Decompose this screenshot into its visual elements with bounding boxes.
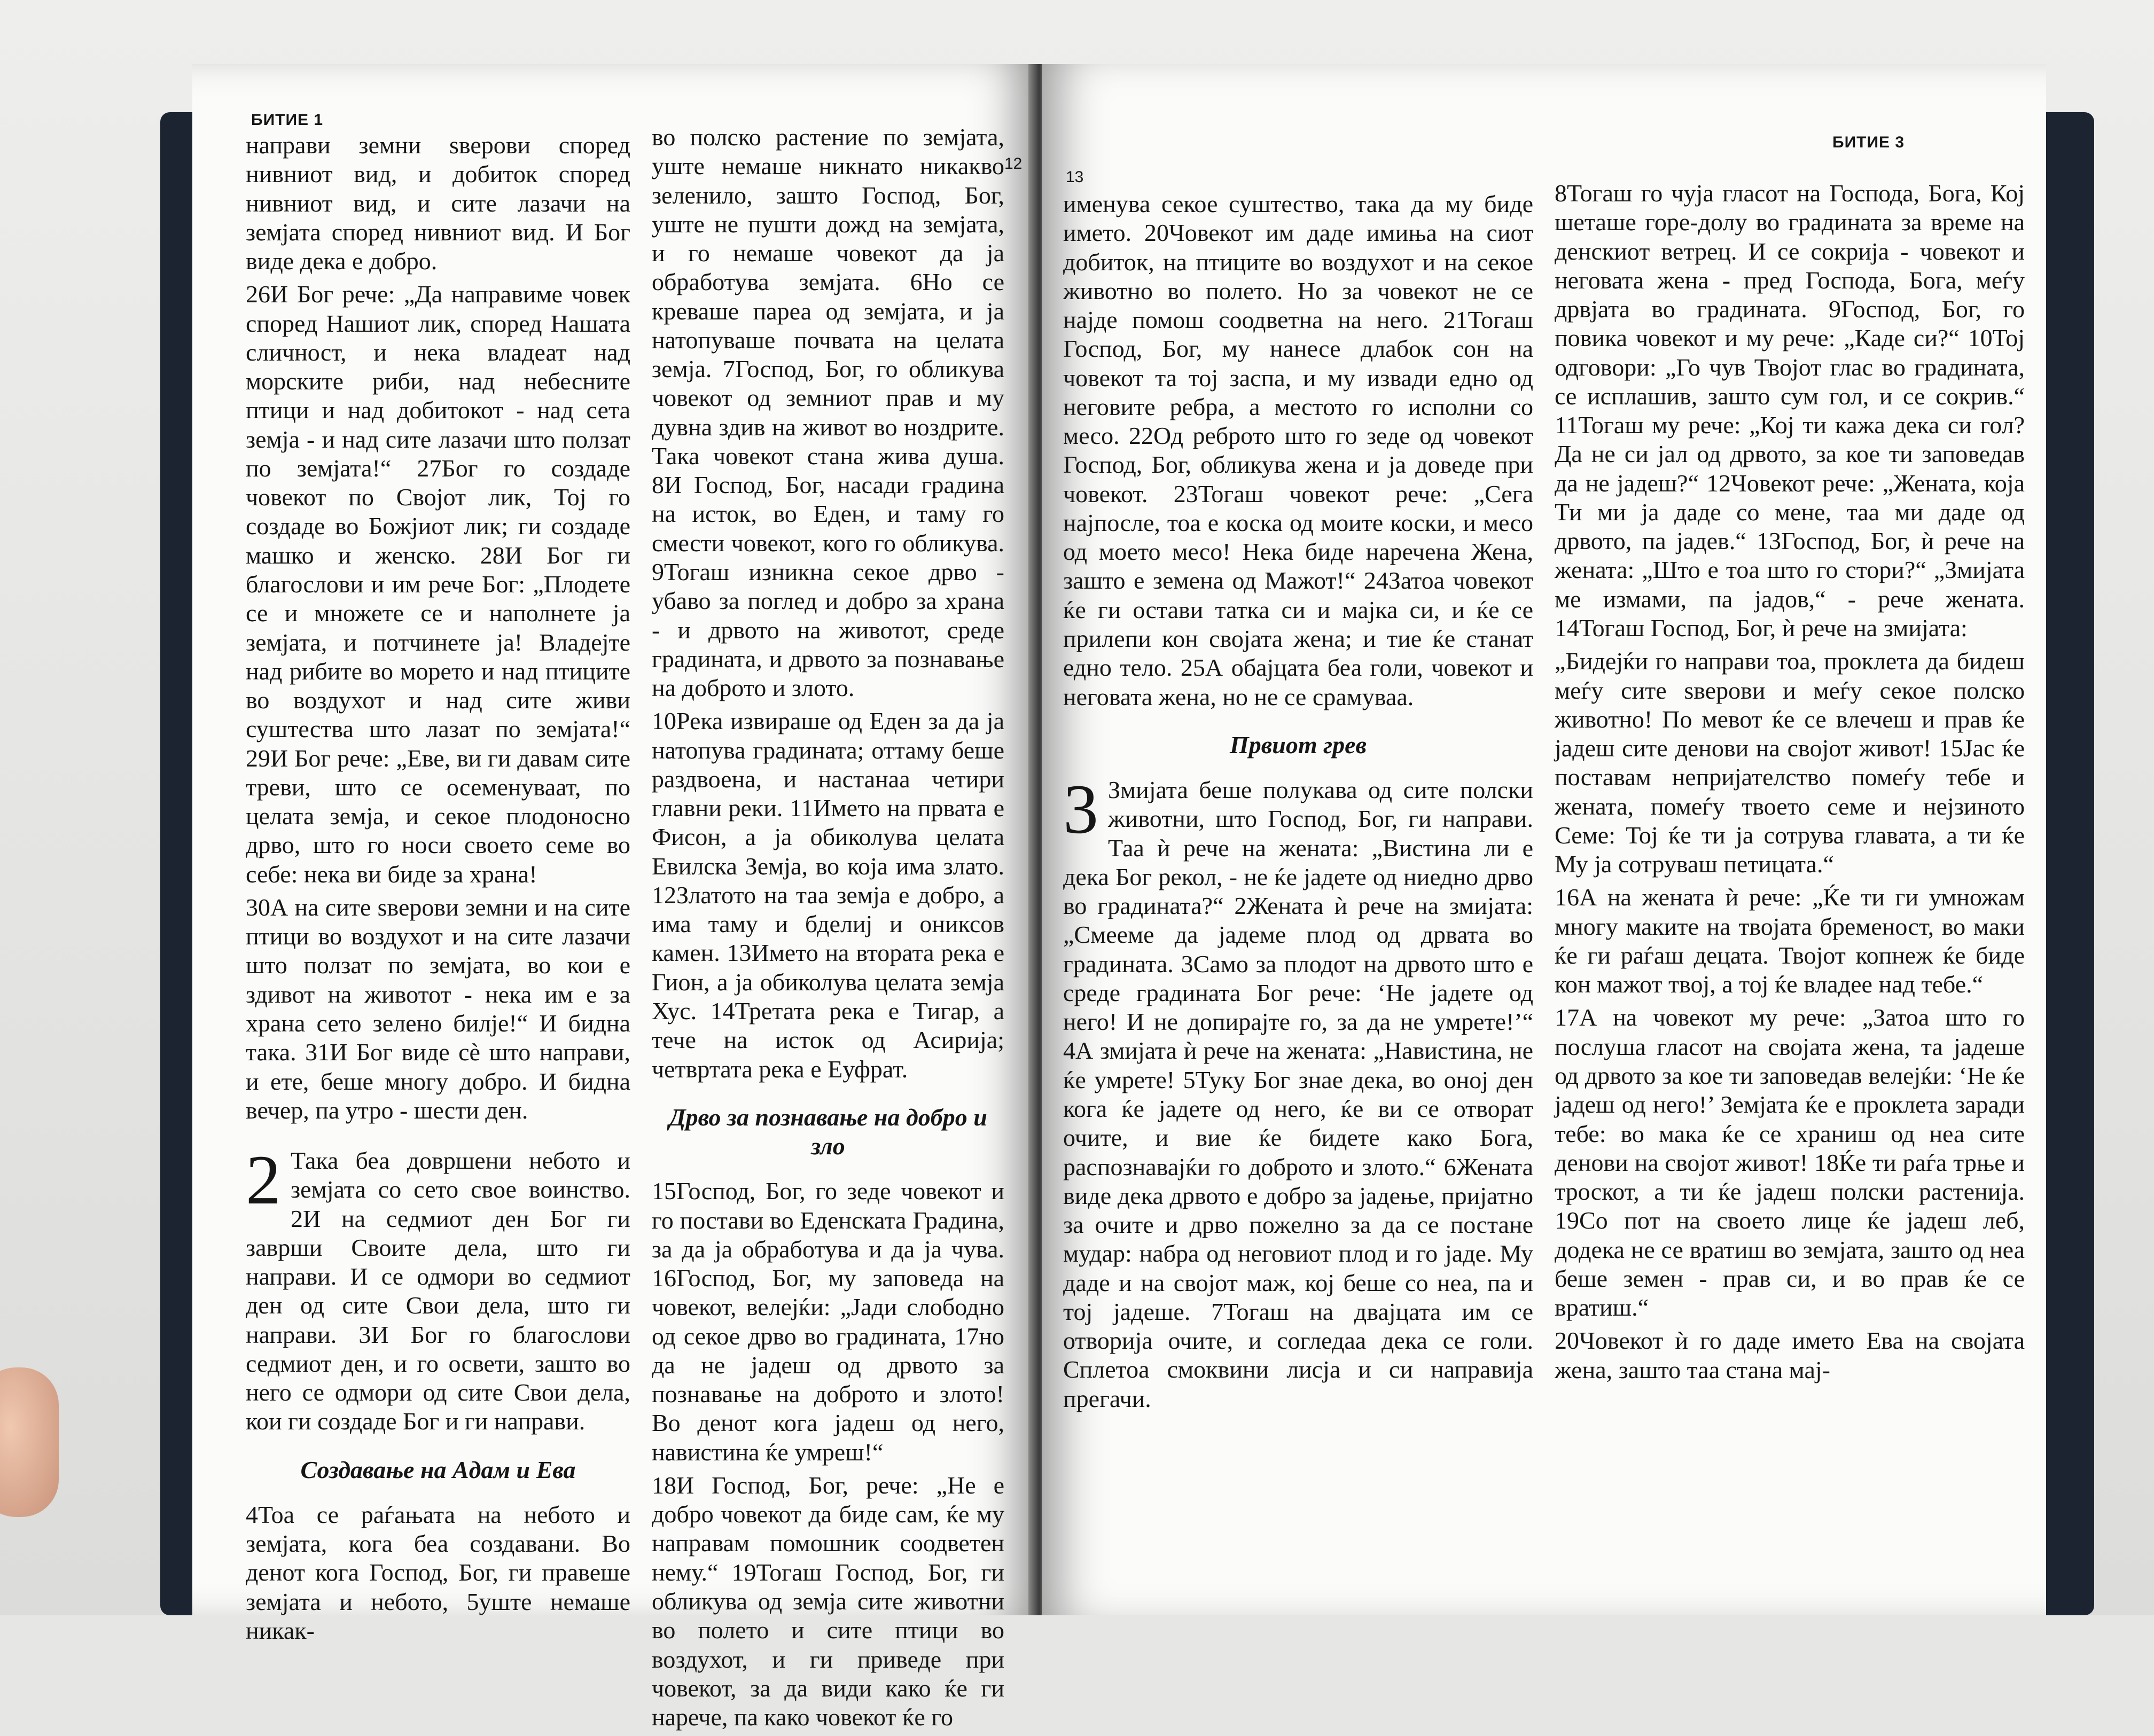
paragraph: 17А на човекот му рече: „Затоа што го послуша гласот на својата жена, та јадеше од дрвото за кое ти заповедав велејќи: ‘Не ќе јадеш од него!’ Земјата ќе е проклета заради тебе: во мака ќе се храниш од неа сите денови на својот живот! 18Ќе ти раѓа трње и троскот, а ти ќе јадеш полски растенија. 19Со пот на своето лице ќе јадеш леб, додека не се вратиш во земјата, зашто од неа беше земен - прав си, и во прав ќе се вратиш.“	[1555, 1004, 2025, 1321]
paragraph: 10Река извираше од Еден за да ја натопува градината; оттаму беше раздвоена, и настанаа четири главни реки. 11Името на првата е Фисон, а ја обиколува целата Евилска Земја, во која има злато. 12Златото на таа земја е добро, а има таму и бделиј и ониксов камен. 13Името на втората река е Гион, а ја обиколува целата земја Хус. 14Третата река е Тигар, а тече на исток од Асирија; четвртата река е Еуфрат.	[652, 707, 1004, 1083]
running-head: БИТИЕ 1	[251, 111, 324, 129]
chapter-number: 3	[1063, 770, 1098, 849]
paragraph: „Бидејќи го направи тоа, проклета да бидеш меѓу сите ѕверови и меѓу секое полско животно! По мевот ќе се влечеш и прав ќе јадеш сите денови на својот живот! 15Јас ќе поставам непријателство помеѓу тебе и жената, помеѓу твоето семе и нејзиното Семе: Тој ќе ти ја сотрува главата, а ти ќе Му ја сотруваш петицата.“	[1555, 647, 2025, 878]
page-number: 13	[1066, 168, 1084, 186]
paragraph: 18И Господ, Бог, рече: „Не е добро човекот да биде сам, ќе му направам помошник соодветен нему.“ 19Тогаш Господ, Бог, ги обликува од земја сите животни во полето и сите птици во воздухот, и ги приведе при човекот, за да види како ќе ги нарече, па како човекот ќе го	[652, 1471, 1004, 1731]
left-page	[192, 64, 1036, 1731]
paragraph: именува секое суштество, така да му биде името. 20Човекот им даде имиња на сиот добиток, на птиците во воздухот и на секое животно во полето. Но за човекот не се најде помош соодветна на него. 21Тогаш Господ, Бог, му нанесе длабок сон на човекот та тој заспа, и му извади едно од неговите ребра, а местото го исполни со месо. 22Од реброто што го зеде од човекот Господ, Бог, обликува жена и ја доведе при човекот. 23Тогаш човекот рече: „Сега најпосле, тоа е коска од моите коски, и месо од моето месо! Нека биде наречена Жена, зашто е земена од Мажот!“ 24Затоа човекот ќе ги остави татка си и мајка си, и ќе се прилепи кон својата жена; и тие ќе станат едно тело. 25А обајцата беа голи, човекот и неговата жена, но не се срамуваа.	[1063, 190, 1533, 710]
paragraph: направи земни ѕверови според нивниот вид, и добиток според нивниот вид, и сите лазачи на земјата според нивниот вид. И Бог виде дека е добро.	[246, 131, 630, 275]
text-column-2	[1555, 179, 2025, 1389]
paragraph-text: Така беа довршени небото и земјата со сето свое воинство. 2И на седмиот ден Бог ги заврши Своите дела, што ги направи. И се одмори во седмиот ден од сите Свои дела, што ги направи. 3И Бог го благослови седмиот ден, и го освети, зашто во него се одмори од сите Свои дела, кои ги создаде Бог и ги направи.	[246, 1147, 630, 1435]
paragraph: 8Тогаш го чуја гласот на Господа, Бога, Кој шеташе горе-долу во градината за време на денскиот ветрец. И се сокрија - човекот и неговата жена - пред Господа, Бога, меѓу дрвјата во градината. 9Господ, Бог, го повика човекот и му рече: „Каде си?“ 10Тој одговори: „Го чув Твојот глас во градината, се исплашив, зашто сум гол, и се сокрив.“ 11Тогаш му рече: „Кој ти кажа дека си гол? Да не си јал од дрвото, за кое ти заповедав да не јадеш?“ 12Човекот рече: „Жената, која Ти ми ја даде со мене, таа ми даде од дрвото, па јадев.“ 13Господ, Бог, ѝ рече на жената: „Што е тоа што го стори?“ „Змијата ме измами, па јадов,“ - рече жената. 14Тогаш Господ, Бог, ѝ рече на змијата:	[1555, 179, 2025, 642]
section-heading: Создавање на Адам и Ева	[300, 1456, 576, 1483]
chapter-number: 2	[246, 1140, 281, 1219]
section-heading: Дрво за познавање на добро и зло	[669, 1103, 987, 1160]
text-column-1	[1063, 190, 1533, 1418]
paragraph: 4Тоа се раѓањата на небото и земјата, кога беа создавани. Во денот кога Господ, Бог, ги правеше земјата и небото, 5уште немаше никак-	[246, 1500, 630, 1645]
paragraph: 16А на жената ѝ рече: „Ќе ти ги умножам многу маките на твојата бременост, во маки ќе ги раѓаш децата. Твојот копнеж ќе биде кон мажот твој, а тој ќе владее над тебе.“	[1555, 883, 2025, 998]
paragraph: 30А на сите ѕверови земни и на сите птици во воздухот и на сите лазачи што ползат по земјата, во кои е здивот на животот - нека им е за храна сето зелено билје!“ И бидна така. 31И Бог виде сè што направи, и ете, беше многу добро. И бидна вечер, па утро - шести ден.	[246, 893, 630, 1124]
paragraph-text: Змијата беше полукава од сите полски животни, што Господ, Бог, ги направи. Таа ѝ рече на жената: „Вистина ли е дека Бог рекол, - не ќе јадете од ниедно дрво во градината?“ 2Жената ѝ рече на змијата: „Смееме да јадеме плод од дрвата во градината. 3Само за плодот на дрвото што е среде градината Бог рече: ‘Не јадете од него! И не допирајте го, за да не умрете!’“ 4А змијата ѝ рече на жената: „Навистина, не ќе умрете! 5Туку Бог знае дека, во оној ден кога ќе јадете од него, ќе ви се отворат очите, и вие ќе бидете како Бога, распознавајќи го доброто и злото.“ 6Жената виде дека дрвото е добро за јадење, пријатно за очите и дрво пожелно за да се постане мудар: набра од неговиот плод и го јаде. Му даде и на својот маж, кој беше со неа, па и тој јадеше. 7Тогаш на двајцата им се отворија очите, и согледаа дека се голи. Сплетоа смоквини лисја и си направија прегачи.	[1063, 776, 1533, 1412]
right-page	[1042, 64, 2046, 1615]
thumb	[0, 1367, 59, 1517]
text-column-2	[652, 123, 1004, 1736]
paragraph: 15Господ, Бог, го зеде човекот и го постави во Еденската Градина, за да ја обработува и да ја чува. 16Господ, Бог, му заповеда на човекот, велејќи: „Јади слободно од секое дрво во градината, 17но да не јадеш од дрвото за познавање на доброто и злото! Во денот кога јадеш од него, навистина ќе умреш!“	[652, 1177, 1004, 1466]
paragraph: 20Човекот ѝ го даде името Ева на својата жена, зашто таа стана мај-	[1555, 1327, 2025, 1383]
section-heading: Првиот грев	[1229, 731, 1367, 758]
chapter-paragraph	[1063, 770, 1533, 1413]
paragraph: 26И Бог рече: „Да направиме човек според Нашиот лик, според Нашата сличност, и нека владеат над морските риби, над небесните птици и над добитокот - над сета земја - и над сите лазачи што ползат по земјата!“ 27Бог го создаде човекот по Својот лик, Тој го создаде во Божјиот лик; ги создаде машко и женско. 28И Бог ги благослови и им рече Бог: „Плодете се и множете се и наполнете ја земјата, и потчинете ја! Владејте над рибите во морето и над птиците во воздухот и над сите живи суштества што лазат по земјата!“ 29И Бог рече: „Еве, ви ги давам сите треви, што се осеменуваат, по целата земја, и секое плодоносно дрво, што го носи своето семе во себе: нека ви биде за храна!	[246, 280, 630, 888]
paragraph: во полско растение по земјата, уште немаше никнато никакво зеленило, зашто Господ, Бог, уште не пушти дожд на земјата, и го немаше човекот да ја обработува земјата. 6Но се креваше пареа од земјата, и ја натопуваше почвата на целата земја. 7Господ, Бог, го обликува човекот од земниот прав и му дувна здив на живот во ноздрите. Така човекот стана жива душа. 8И Господ, Бог, насади градина на исток, во Еден, и таму го смести човекот, кого го обликува. 9Тогаш изникна секое дрво - убаво за поглед и добро за храна - и дрвото на животот, среде градината, и дрвото за познавање на доброто и злото.	[652, 123, 1004, 702]
page-number: 12	[1004, 155, 1023, 173]
chapter-paragraph	[246, 1140, 630, 1436]
text-column-1	[246, 131, 630, 1649]
running-head: БИТИЕ 3	[1832, 134, 1905, 151]
